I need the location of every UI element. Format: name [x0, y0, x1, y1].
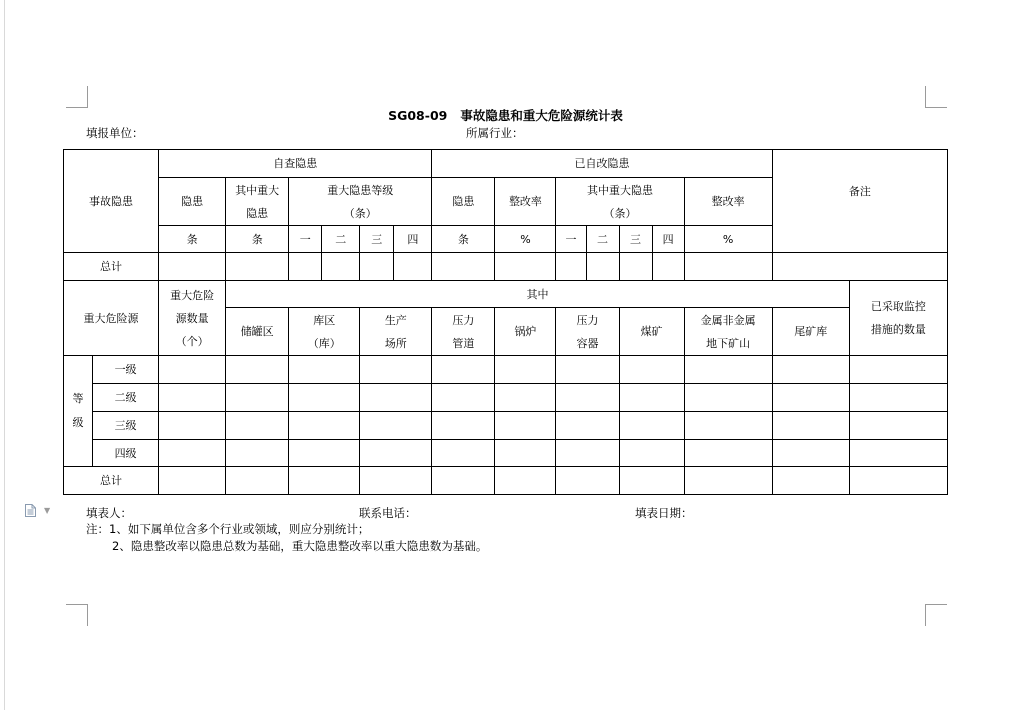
monitoring-measures-header: 已采取监控 措施的数量 — [849, 281, 947, 356]
data-cell[interactable] — [289, 384, 360, 412]
data-cell[interactable] — [619, 440, 684, 467]
unit-cell: 条 — [226, 226, 289, 253]
unit-cell: 一 — [289, 226, 322, 253]
data-cell[interactable] — [289, 467, 360, 495]
fixed-major-header: 其中重大隐患 （条） — [556, 178, 684, 226]
data-cell[interactable] — [432, 412, 495, 440]
statistics-table — [63, 149, 948, 495]
data-cell[interactable] — [394, 253, 432, 281]
data-cell[interactable] — [556, 253, 586, 281]
data-cell[interactable] — [495, 440, 556, 467]
data-cell[interactable] — [619, 467, 684, 495]
data-cell[interactable] — [159, 356, 226, 384]
self-check-group-header: 自查隐患 — [159, 150, 432, 178]
data-cell[interactable] — [226, 412, 289, 440]
level-label: 二级 — [93, 384, 159, 412]
data-cell[interactable] — [360, 253, 394, 281]
unit-cell: 四 — [652, 226, 684, 253]
level-label: 三级 — [93, 412, 159, 440]
crop-mark-top-left — [66, 86, 88, 108]
pressure-pipe-header: 压力 管道 — [432, 308, 495, 356]
data-cell[interactable] — [684, 412, 772, 440]
data-cell[interactable] — [226, 467, 289, 495]
data-cell[interactable] — [360, 412, 432, 440]
remark-header: 备注 — [772, 150, 947, 253]
unit-cell: 四 — [394, 226, 432, 253]
data-cell[interactable] — [556, 384, 619, 412]
data-cell[interactable] — [586, 253, 619, 281]
fix-rate-header: 整改率 — [495, 178, 556, 226]
coal-mine-header: 煤矿 — [619, 308, 684, 356]
metal-mine-header: 金属非金属 地下矿山 — [684, 308, 772, 356]
data-cell[interactable] — [556, 467, 619, 495]
unit-cell: 二 — [586, 226, 619, 253]
data-cell[interactable] — [159, 253, 226, 281]
production-site-header: 生产 场所 — [360, 308, 432, 356]
hidden-danger-row-label: 事故隐患 — [64, 150, 159, 253]
data-cell[interactable] — [772, 467, 849, 495]
hazard-total-label: 总计 — [64, 467, 159, 495]
data-cell[interactable] — [556, 412, 619, 440]
self-hidden-header: 隐患 — [159, 178, 226, 226]
data-cell[interactable] — [772, 440, 849, 467]
note-1: 注：1、如下属单位含多个行业或领域，则应分别统计； — [86, 522, 370, 536]
pressure-vessel-header: 压力 容器 — [556, 308, 619, 356]
major-grade-header: 重大隐患等级 （条） — [289, 178, 432, 226]
data-cell[interactable] — [684, 467, 772, 495]
unit-cell: % — [495, 226, 556, 253]
data-cell[interactable] — [360, 467, 432, 495]
data-cell[interactable] — [556, 356, 619, 384]
data-cell[interactable] — [652, 253, 684, 281]
data-cell[interactable] — [226, 253, 289, 281]
among-header: 其中 — [226, 281, 850, 308]
data-cell[interactable] — [289, 356, 360, 384]
crop-mark-top-right — [925, 86, 947, 108]
document-title: SG08-09 事故隐患和重大危险源统计表 — [388, 108, 623, 123]
data-cell[interactable] — [619, 253, 652, 281]
crop-mark-bottom-right — [925, 604, 947, 626]
fixed-rate-header: 整改率 — [684, 178, 772, 226]
unit-cell: 条 — [159, 226, 226, 253]
data-cell[interactable] — [159, 467, 226, 495]
data-cell[interactable] — [289, 440, 360, 467]
data-cell[interactable] — [619, 356, 684, 384]
data-cell[interactable] — [684, 440, 772, 467]
unit-cell: % — [684, 226, 772, 253]
data-cell[interactable] — [289, 412, 360, 440]
self-major-header: 其中重大 隐患 — [226, 178, 289, 226]
data-cell[interactable] — [495, 253, 556, 281]
data-cell[interactable] — [772, 412, 849, 440]
data-cell[interactable] — [226, 440, 289, 467]
fixed-hidden-header: 隐患 — [432, 178, 495, 226]
data-cell[interactable] — [556, 440, 619, 467]
data-cell[interactable] — [684, 356, 772, 384]
data-cell[interactable] — [432, 467, 495, 495]
data-cell[interactable] — [495, 356, 556, 384]
self-fixed-group-header: 已自改隐患 — [432, 150, 772, 178]
data-cell[interactable] — [226, 356, 289, 384]
unit-cell: 二 — [322, 226, 360, 253]
data-cell[interactable] — [360, 356, 432, 384]
data-cell[interactable] — [772, 356, 849, 384]
level-group-label: 等 级 — [64, 356, 93, 467]
data-cell[interactable] — [360, 384, 432, 412]
reporting-unit-label: 填报单位： — [86, 126, 144, 140]
hidden-danger-total-label: 总计 — [64, 253, 159, 281]
data-cell[interactable] — [432, 384, 495, 412]
tailings-header: 尾矿库 — [772, 308, 849, 356]
data-cell[interactable] — [849, 412, 947, 440]
hazard-count-header: 重大危险 源数量 （个） — [159, 281, 226, 356]
unit-cell: 条 — [432, 226, 495, 253]
data-cell[interactable] — [159, 384, 226, 412]
document-icon[interactable] — [25, 504, 36, 517]
data-cell[interactable] — [849, 384, 947, 412]
data-cell[interactable] — [360, 440, 432, 467]
data-cell[interactable] — [495, 384, 556, 412]
data-cell[interactable] — [432, 253, 495, 281]
data-cell[interactable] — [619, 412, 684, 440]
data-cell[interactable] — [849, 356, 947, 384]
unit-cell: 一 — [556, 226, 586, 253]
data-cell[interactable] — [432, 356, 495, 384]
filler-label: 填表人： — [86, 506, 132, 520]
boiler-header: 锅炉 — [495, 308, 556, 356]
data-cell[interactable] — [495, 467, 556, 495]
tank-area-header: 储罐区 — [226, 308, 289, 356]
data-cell[interactable] — [159, 412, 226, 440]
unit-cell: 三 — [619, 226, 652, 253]
industry-label: 所属行业： — [466, 126, 524, 140]
data-cell[interactable] — [684, 253, 772, 281]
data-cell[interactable] — [849, 440, 947, 467]
data-cell[interactable] — [289, 253, 322, 281]
data-cell[interactable] — [432, 440, 495, 467]
data-cell[interactable] — [159, 440, 226, 467]
level-label: 一级 — [93, 356, 159, 384]
data-cell[interactable] — [495, 412, 556, 440]
data-cell[interactable] — [772, 384, 849, 412]
data-cell[interactable] — [619, 384, 684, 412]
data-cell[interactable] — [684, 384, 772, 412]
crop-mark-bottom-left — [66, 604, 88, 626]
level-label: 四级 — [93, 440, 159, 467]
data-cell[interactable] — [849, 467, 947, 495]
hazard-source-row-label: 重大危险源 — [64, 281, 159, 356]
note-2: 2、隐患整改率以隐患总数为基础，重大隐患整改率以重大隐患数为基础。 — [112, 539, 488, 553]
warehouse-header: 库区 （库） — [289, 308, 360, 356]
phone-label: 联系电话： — [359, 506, 417, 520]
unit-cell: 三 — [360, 226, 394, 253]
data-cell[interactable] — [322, 253, 360, 281]
remark-cell[interactable] — [772, 253, 947, 281]
dropdown-arrow-icon[interactable]: ▼ — [44, 506, 51, 515]
fill-date-label: 填表日期： — [635, 506, 693, 520]
data-cell[interactable] — [226, 384, 289, 412]
